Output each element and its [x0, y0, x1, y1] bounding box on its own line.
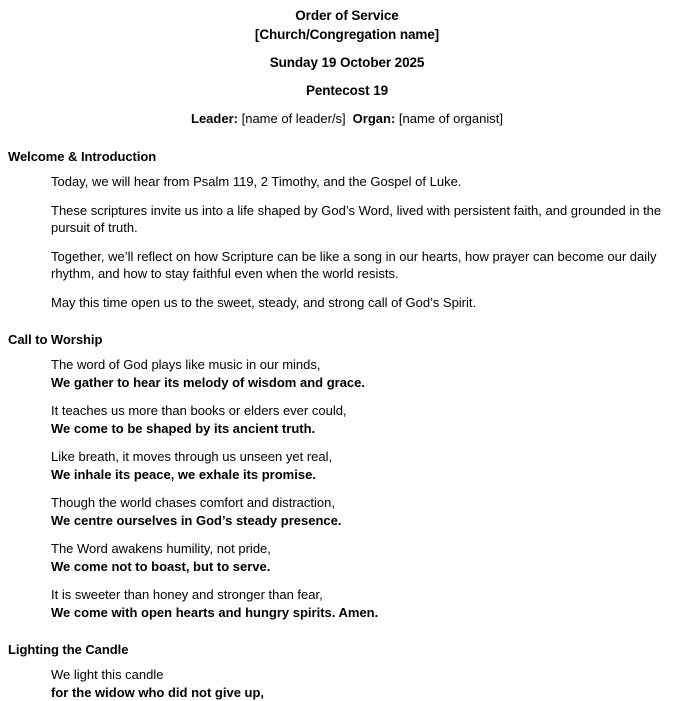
paragraph: Together, we’ll reflect on how Scripture can be like a song in our hearts, how prayer can become our daily rhythm, and how to stay faithful even when the world resists. — [51, 248, 686, 283]
liturgical-day: Pentecost 19 — [8, 81, 686, 100]
service-credits — [8, 109, 686, 128]
leader-label: Leader: — [191, 111, 238, 126]
leader-line: The Word awakens humility, not pride, — [51, 540, 686, 558]
congregation-response-line: We come to be shaped by its ancient truth. — [51, 420, 686, 438]
section-body — [8, 173, 686, 311]
responsive-couplet — [51, 494, 686, 529]
paragraph: These scriptures invite us into a life shaped by God’s Word, lived with persistent faith, and grounded in the pursuit of truth. — [51, 202, 686, 237]
sections-container — [8, 148, 686, 701]
leader-line: Like breath, it moves through us unseen yet real, — [51, 448, 686, 466]
paragraph: May this time open us to the sweet, steady, and strong call of God’s Spirit. — [51, 294, 686, 312]
responsive-couplet — [51, 448, 686, 483]
leader-line: Though the world chases comfort and distraction, — [51, 494, 686, 512]
leader-line: It teaches us more than books or elders ever could, — [51, 402, 686, 420]
service-section — [8, 148, 686, 311]
leader-line: We light this candle — [51, 666, 686, 684]
section-heading: Welcome & Introduction — [8, 148, 686, 165]
paragraph: Today, we will hear from Psalm 119, 2 Timothy, and the Gospel of Luke. — [51, 173, 686, 191]
section-body — [8, 666, 686, 701]
responsive-couplet — [51, 356, 686, 391]
congregation-response-line: We come with open hearts and hungry spirits. Amen. — [51, 604, 686, 622]
service-section — [8, 641, 686, 701]
congregation-name: [Church/Congregation name] — [8, 25, 686, 44]
congregation-response-line: We inhale its peace, we exhale its promise. — [51, 466, 686, 484]
leader-line: The word of God plays like music in our minds, — [51, 356, 686, 374]
organ-label: Organ: — [353, 111, 396, 126]
service-section — [8, 331, 686, 621]
congregation-response-line: We centre ourselves in God’s steady presence. — [51, 512, 686, 530]
section-heading: Call to Worship — [8, 331, 686, 348]
congregation-response-line: We gather to hear its melody of wisdom and grace. — [51, 374, 686, 392]
congregation-response-line: for the widow who did not give up, — [51, 684, 686, 701]
responsive-couplet — [51, 666, 686, 701]
leader-line: It is sweeter than honey and stronger than fear, — [51, 586, 686, 604]
document-header — [8, 6, 686, 128]
responsive-couplet — [51, 540, 686, 575]
responsive-couplet — [51, 586, 686, 621]
section-heading: Lighting the Candle — [8, 641, 686, 658]
responsive-couplet — [51, 402, 686, 437]
organ-value: [name of organist] — [399, 111, 503, 126]
page-title: Order of Service — [8, 6, 686, 25]
leader-value: [name of leader/s] — [242, 111, 346, 126]
congregation-response-line: We come not to boast, but to serve. — [51, 558, 686, 576]
service-date: Sunday 19 October 2025 — [8, 53, 686, 72]
section-body — [8, 356, 686, 621]
